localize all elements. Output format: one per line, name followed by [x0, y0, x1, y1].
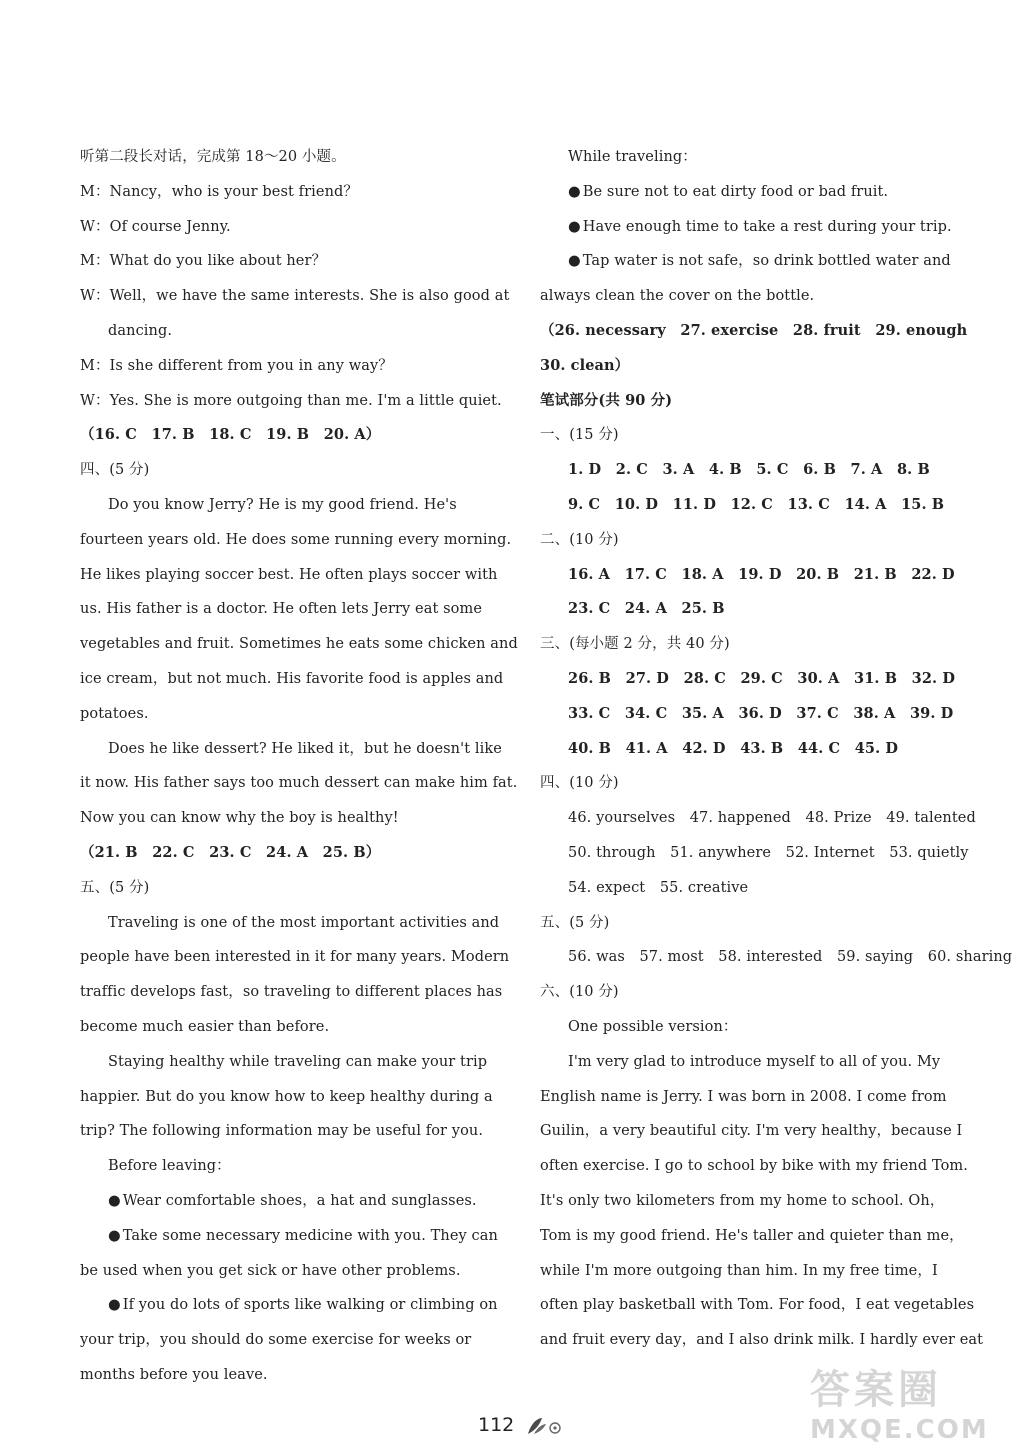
dialogue-line: M：What do you like about her？ — [80, 253, 327, 270]
answer-line: 56. was 57. most 58. interested 59. saying 60. sharing — [568, 949, 1012, 966]
section-heading: 四、(10 分) — [540, 775, 619, 792]
passage-line: always clean the cover on the bottle. — [540, 288, 815, 305]
passage-line: people have been interested in it for many years. Modern — [80, 949, 510, 966]
passage-line: be used when you get sick or have other problems. — [80, 1262, 461, 1279]
left-column — [80, 140, 518, 1393]
section-heading: 三、(每小题 2 分，共 40 分) — [540, 636, 730, 653]
answer-line: 1. D 2. C 3. A 4. B 5. C 6. B 7. A 8. B — [568, 461, 930, 479]
bullet-line: ● Be sure not to eat dirty food or bad fruit. — [540, 175, 940, 210]
passage-line: often exercise. I go to school by bike with my friend Tom. — [540, 1158, 968, 1175]
passage-line: Tom is my good friend. He's taller and quieter than me， — [540, 1227, 964, 1244]
passage-line: Guilin，a very beautiful city. I'm very healthy，because I — [540, 1123, 963, 1140]
passage-line: us. His father is a doctor. He often lets Jerry eat some — [80, 601, 483, 618]
answer-line: （26. necessary 27. exercise 28. fruit 29. enough — [540, 321, 968, 339]
bullet-line: ● If you do lots of sports like walking or climbing on — [80, 1288, 480, 1323]
answer-line: 16. A 17. C 18. A 19. D 20. B 21. B 22. D — [568, 565, 955, 583]
answer-line: 46. yourselves 47. happened 48. Prize 49. talented — [568, 810, 976, 827]
answer-line: 54. expect 55. creative — [568, 879, 749, 896]
passage-line: English name is Jerry. I was born in 2008. I come from — [540, 1088, 947, 1105]
watermark-line1: 答案圈 — [810, 1367, 942, 1413]
passage-line: Does he like dessert? He liked it，but he doesn't like — [108, 740, 502, 757]
passage-line: ice cream，but not much. His favorite food is apples and — [80, 670, 504, 687]
passage-line: Before leaving： — [108, 1158, 231, 1175]
answer-line: （21. B 22. C 23. C 24. A 25. B） — [80, 843, 381, 861]
dialogue-line: W：Well，we have the same interests. She is also good at — [80, 288, 510, 305]
dialogue-line: M：Nancy，who is your best friend？ — [80, 183, 358, 200]
section-heading: 听第二段长对话，完成第 18～20 小题。 — [80, 149, 346, 165]
bullet-line: ● Have enough time to take a rest during your trip. — [540, 210, 940, 245]
passage-line: He likes playing soccer best. He often plays soccer with — [80, 566, 498, 583]
leaf-ornament-icon — [524, 1414, 564, 1438]
passage-line: trip? The following information may be useful for you. — [80, 1123, 484, 1140]
right-column — [540, 140, 1012, 1358]
section-heading: 笔试部分(共 90 分) — [540, 391, 673, 409]
dialogue-line: dancing. — [108, 322, 173, 339]
section-heading: 五、(5 分) — [540, 914, 610, 931]
passage-line: fourteen years old. He does some running every morning. — [80, 531, 512, 548]
dialogue-line: W：Yes. She is more outgoing than me. I'm a little quiet. — [80, 392, 502, 409]
passage-line: happier. But do you know how to keep healthy during a — [80, 1088, 493, 1105]
passage-line: traffic develops fast，so traveling to different places has — [80, 984, 503, 1001]
passage-line: become much easier than before. — [80, 1018, 330, 1035]
passage-line: and fruit every day，and I also drink milk. I hardly ever eat — [540, 1332, 984, 1349]
dialogue-line: W：Of course Jenny. — [80, 218, 231, 235]
answer-line: 9. C 10. D 11. D 12. C 13. C 14. A 15. B — [568, 495, 945, 513]
passage-line: it now. His father says too much dessert can make him fat. — [80, 775, 518, 792]
page-number: 112 — [478, 1414, 515, 1436]
section-heading: 五、(5 分) — [80, 879, 150, 896]
passage-line: Now you can know why the boy is healthy! — [80, 810, 399, 827]
passage-line: vegetables and fruit. Sometimes he eats some chicken and — [80, 636, 518, 653]
section-heading: 一、(15 分) — [540, 427, 619, 444]
passage-line: I'm very glad to introduce myself to all of you. My — [568, 1053, 941, 1070]
passage-line: Staying healthy while traveling can make your trip — [108, 1053, 488, 1070]
passage-line: While traveling： — [568, 149, 697, 165]
dialogue-line: M：Is she different from you in any way？ — [80, 357, 393, 374]
answer-line: （16. C 17. B 18. C 19. B 20. A） — [80, 426, 381, 444]
passage-line: Do you know Jerry? He is my good friend. He's — [108, 496, 457, 513]
passage-line: One possible version： — [568, 1018, 738, 1035]
answer-line: 40. B 41. A 42. D 43. B 44. C 45. D — [568, 739, 899, 757]
passage-line: often play basketball with Tom. For food，I eat vegetables — [540, 1297, 975, 1314]
answer-line: 26. B 27. D 28. C 29. C 30. A 31. B 32. D — [568, 669, 956, 687]
section-heading: 四、(5 分) — [80, 462, 150, 479]
passage-line: Traveling is one of the most important activities and — [108, 914, 500, 931]
answer-line: 23. C 24. A 25. B — [568, 600, 725, 618]
watermark-line2: MXQE.COM — [810, 1415, 989, 1445]
bullet-line: ● Tap water is not safe，so drink bottled water and — [540, 244, 940, 279]
bullet-line: ● Wear comfortable shoes，a hat and sunglasses. — [80, 1184, 480, 1219]
passage-line: while I'm more outgoing than him. In my free time，I — [540, 1262, 938, 1279]
answer-line: 50. through 51. anywhere 52. Internet 53. quietly — [568, 844, 969, 861]
section-heading: 六、(10 分) — [540, 984, 619, 1001]
answer-line: 30. clean） — [540, 356, 630, 374]
passage-line: your trip，you should do some exercise for weeks or — [80, 1332, 472, 1349]
bullet-line: ● Take some necessary medicine with you. They can — [80, 1219, 480, 1254]
answer-line: 33. C 34. C 35. A 36. D 37. C 38. A 39. D — [568, 704, 954, 722]
passage-line: It's only two kilometers from my home to school. Oh， — [540, 1192, 945, 1209]
section-heading: 二、(10 分) — [540, 531, 619, 548]
watermark — [810, 1358, 990, 1448]
passage-line: months before you leave. — [80, 1366, 268, 1383]
passage-line: potatoes. — [80, 705, 149, 722]
